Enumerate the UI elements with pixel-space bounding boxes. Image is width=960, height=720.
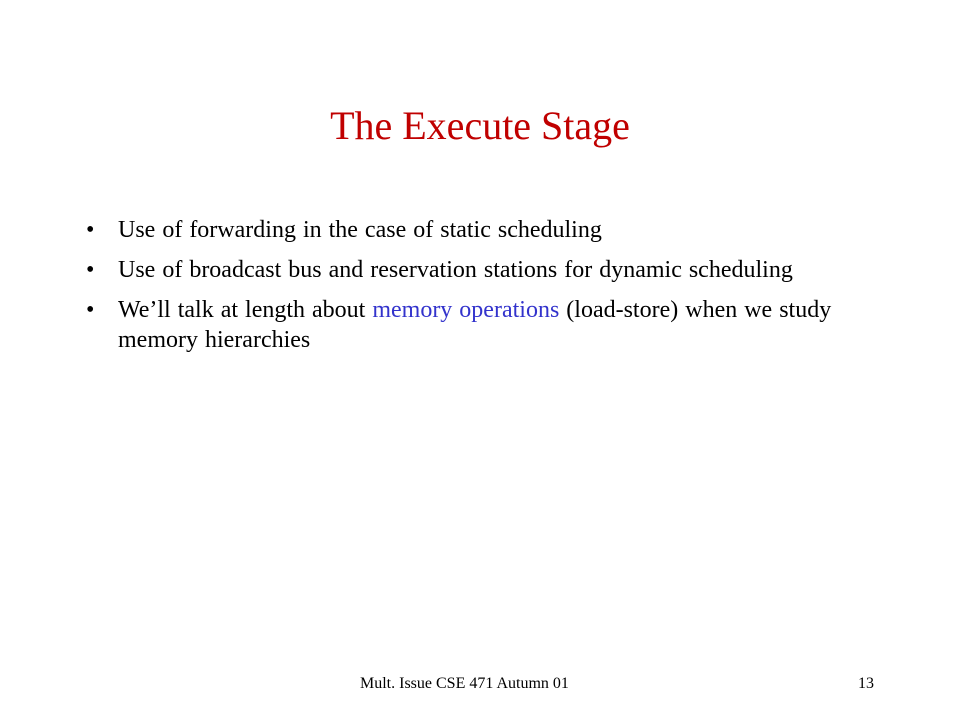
- bullet-text-after: (load-store) when we study memory hierarchies: [118, 297, 832, 353]
- footer-course-label: Mult. Issue CSE 471 Autumn 01: [360, 675, 569, 692]
- bullet-item: [80, 255, 880, 285]
- bullet-text-before: We’ll talk at length about: [118, 297, 373, 323]
- bullet-item: [80, 215, 880, 245]
- bullet-text: Use of broadcast bus and reservation stations for dynamic scheduling: [118, 257, 793, 283]
- bullet-item: [80, 295, 880, 355]
- bullet-dot-icon: •: [86, 217, 95, 243]
- bullet-list: [80, 215, 880, 365]
- page-number: 13: [858, 675, 874, 692]
- bullet-dot-icon: •: [86, 297, 95, 323]
- slide-title: The Execute Stage: [330, 103, 630, 148]
- bullet-text: Use of forwarding in the case of static scheduling: [118, 217, 602, 243]
- highlighted-term: memory operations: [372, 297, 560, 323]
- bullet-dot-icon: •: [86, 257, 95, 283]
